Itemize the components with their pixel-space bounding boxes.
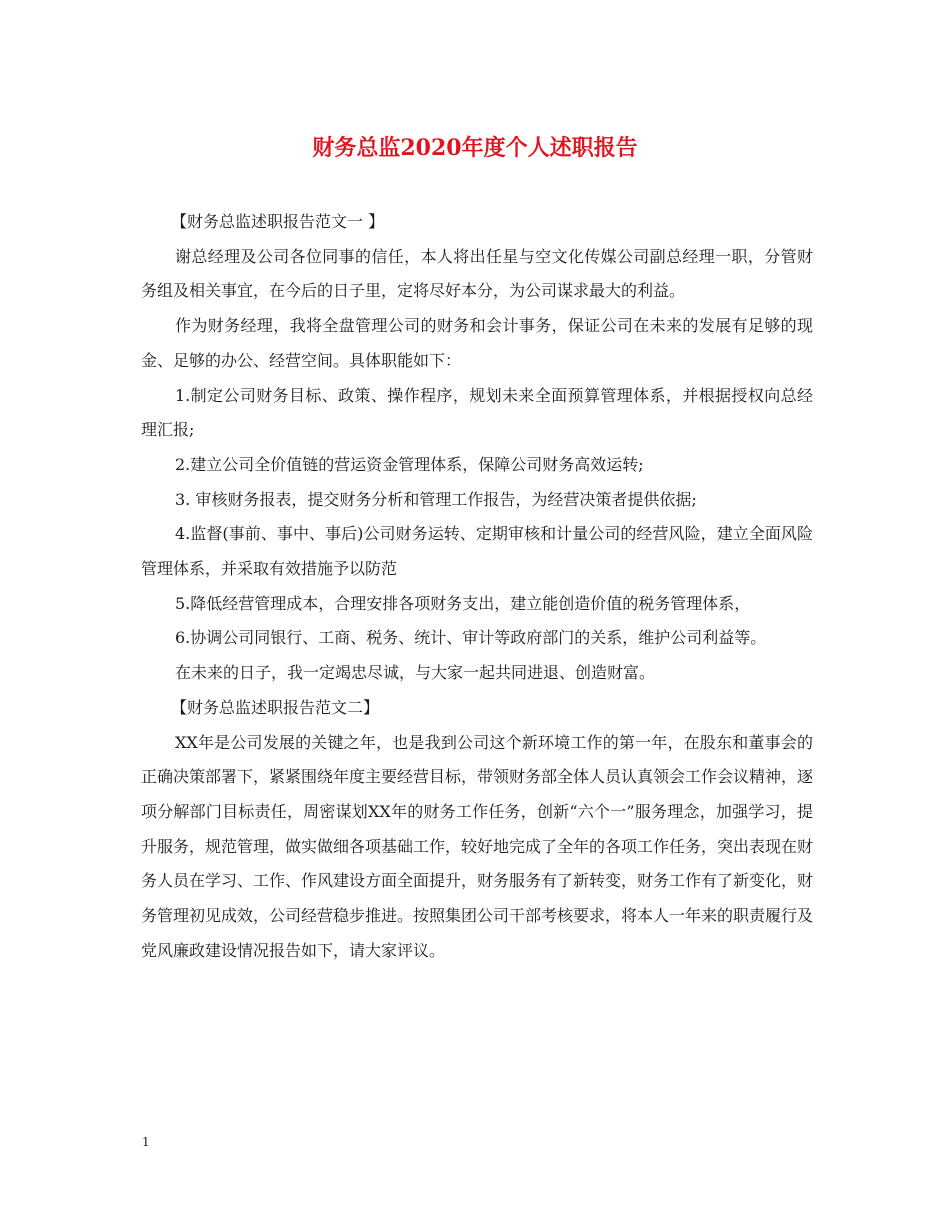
list-item-5: 5.降低经营管理成本，合理安排各项财务支出，建立能创造价值的税务管理体系，: [175, 593, 751, 613]
paragraph-intro: 谢总经理及公司各位同事的信任，本人将出任星与空文化传媒公司副总经理一职，分管财务组及相关事宜，在今后的日子里，定将尽好本分，为公司谋求最大的利益。: [141, 246, 813, 301]
section-heading-2: 【财务总监述职报告范文二】: [171, 697, 380, 717]
page-number: 1: [142, 1135, 150, 1149]
document-title: 财务总监2020年度个人述职报告: [312, 135, 638, 161]
list-item-2: 2.建立公司全价值链的营运资金管理体系，保障公司财务高效运转;: [175, 454, 644, 474]
paragraph-report: XX年是公司发展的关键之年，也是我到公司这个新环境工作的第一年，在股东和董事会的正确决策部署下，紧紧围绕年度主要经营目标，带领财务部全体人员认真领会工作会议精神，逐项分解部门目标责任，周密谋划XX年的财务工作任务，创新“六个一”服务理念，加强学习，提升服务，规范管理，做实做细各项基础工作，较好地完成了全年的各项工作任务，突出表现在财务人员在学习、工作、作风建设方面全面提升，财务服务有了新转变，财务工作有了新变化，财务管理初见成效，公司经营稳步推进。按照集团公司干部考核要求，将本人一年来的职责履行及党风廉政建设情况报告如下，请大家评议。: [141, 732, 814, 960]
list-item-4: 4.监督(事前、事中、事后)公司财务运转、定期审核和计量公司的经营风险，建立全面风险管理体系，并采取有效措施予以防范: [141, 524, 813, 579]
document-body: [141, 205, 813, 968]
list-item-6: 6.协调公司同银行、工商、税务、统计、审计等政府部门的关系，维护公司利益等。: [175, 628, 767, 648]
paragraph-closing: 在未来的日子，我一定竭忠尽诚，与大家一起共同进退、创造财富。: [175, 663, 656, 683]
list-item-3: 3. 审核财务报表，提交财务分析和管理工作报告，为经营决策者提供依据;: [175, 489, 697, 509]
section-heading-1: 【财务总监述职报告范文一 】: [171, 212, 385, 231]
paragraph-role: 作为财务经理，我将全盘管理公司的财务和会计事务，保证公司在未来的发展有足够的现金、足够的办公、经营空间。具体职能如下：: [141, 316, 813, 370]
list-item-1: 1.制定公司财务目标、政策、操作程序，规划未来全面预算管理体系，并根据授权向总经理汇报;: [141, 385, 813, 440]
